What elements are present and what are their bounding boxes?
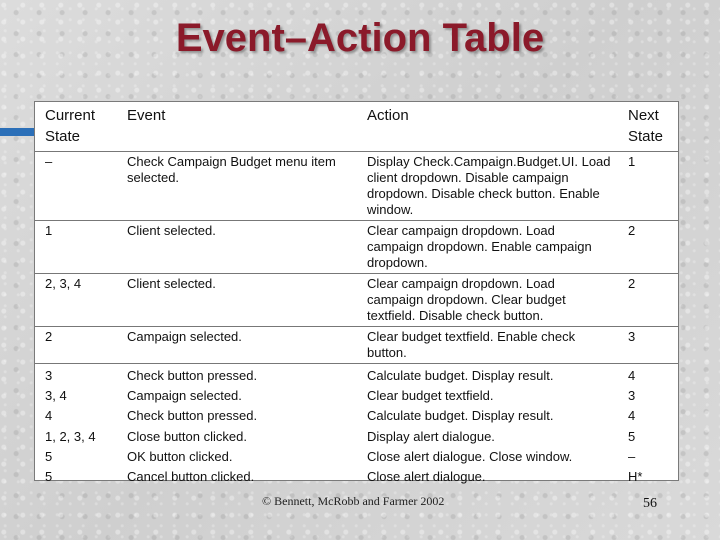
cell-current-state: 1: [35, 221, 117, 274]
list-item: Cancel button clicked.: [127, 469, 255, 485]
header-event: Event: [117, 102, 359, 152]
list-item: 1, 2, 3, 4: [45, 428, 96, 444]
cell-action-list: [359, 364, 616, 490]
table-row: [35, 274, 678, 327]
list-item: 5: [45, 448, 53, 464]
cell-current-state-list: [35, 364, 117, 490]
list-item: Close alert dialogue.: [367, 469, 486, 485]
cell-current-state: 2: [35, 327, 117, 364]
list-item: 3: [45, 368, 53, 383]
cell-event-list: [117, 364, 359, 490]
list-item: Calculate budget. Display result.: [367, 368, 554, 383]
table-row: [35, 152, 678, 221]
list-item: Check button pressed.: [127, 368, 258, 383]
table-header-row: [35, 102, 678, 152]
list-item: 4: [628, 408, 636, 424]
event-action-table: [35, 102, 678, 489]
cell-event: Client selected.: [117, 221, 359, 274]
header-action: Action: [359, 102, 616, 152]
cell-next-state: 3: [616, 327, 678, 364]
cell-next-state: 1: [616, 152, 678, 221]
event-action-table-panel: [34, 101, 679, 485]
page-number: 56: [643, 496, 657, 511]
list-item: 3, 4: [45, 388, 67, 404]
list-item: H*: [628, 469, 643, 485]
cell-action: Clear campaign dropdown. Load campaign dropdown. Clear budget textfield. Disable check button.: [359, 274, 616, 327]
header-current-state: Current State: [35, 102, 117, 152]
list-item: Clear budget textfield.: [367, 388, 494, 404]
accent-bar: [0, 128, 34, 136]
cell-action: Display Check.Campaign.Budget.UI. Load client dropdown. Disable campaign dropdown. Disable check button. Enable window.: [359, 152, 616, 221]
cell-event: Client selected.: [117, 274, 359, 327]
table-row: [35, 221, 678, 274]
list-item: Display alert dialogue.: [367, 428, 495, 444]
list-item: Close button clicked.: [127, 428, 247, 444]
list-item: 5: [45, 469, 53, 485]
cell-current-state: –: [35, 152, 117, 221]
list-item: 4: [628, 368, 636, 383]
list-item: 5: [628, 428, 636, 444]
cell-next-state: 2: [616, 274, 678, 327]
list-item: Campaign selected.: [127, 388, 242, 404]
list-item: 3: [628, 388, 636, 404]
header-next-state: Next State: [616, 102, 678, 152]
cell-next-state: 2: [616, 221, 678, 274]
table-row-group: [35, 364, 678, 490]
cell-event: Check Campaign Budget menu item selected.: [117, 152, 359, 221]
cell-next-state-list: [616, 364, 678, 490]
list-item: Calculate budget. Display result.: [367, 408, 554, 424]
table-row: [35, 327, 678, 364]
list-item: 4: [45, 408, 53, 424]
list-item: OK button clicked.: [127, 448, 233, 464]
list-item: Close alert dialogue. Close window.: [367, 448, 573, 464]
list-item: –: [628, 448, 636, 464]
list-item: Check button pressed.: [127, 408, 258, 424]
copyright-footer: © Bennett, McRobb and Farmer 2002: [262, 494, 445, 508]
cell-event: Campaign selected.: [117, 327, 359, 364]
slide-title: Event–Action Table: [175, 16, 545, 60]
cell-action: Clear campaign dropdown. Load campaign dropdown. Enable campaign dropdown.: [359, 221, 616, 274]
cell-action: Clear budget textfield. Enable check button.: [359, 327, 616, 364]
cell-current-state: 2, 3, 4: [35, 274, 117, 327]
